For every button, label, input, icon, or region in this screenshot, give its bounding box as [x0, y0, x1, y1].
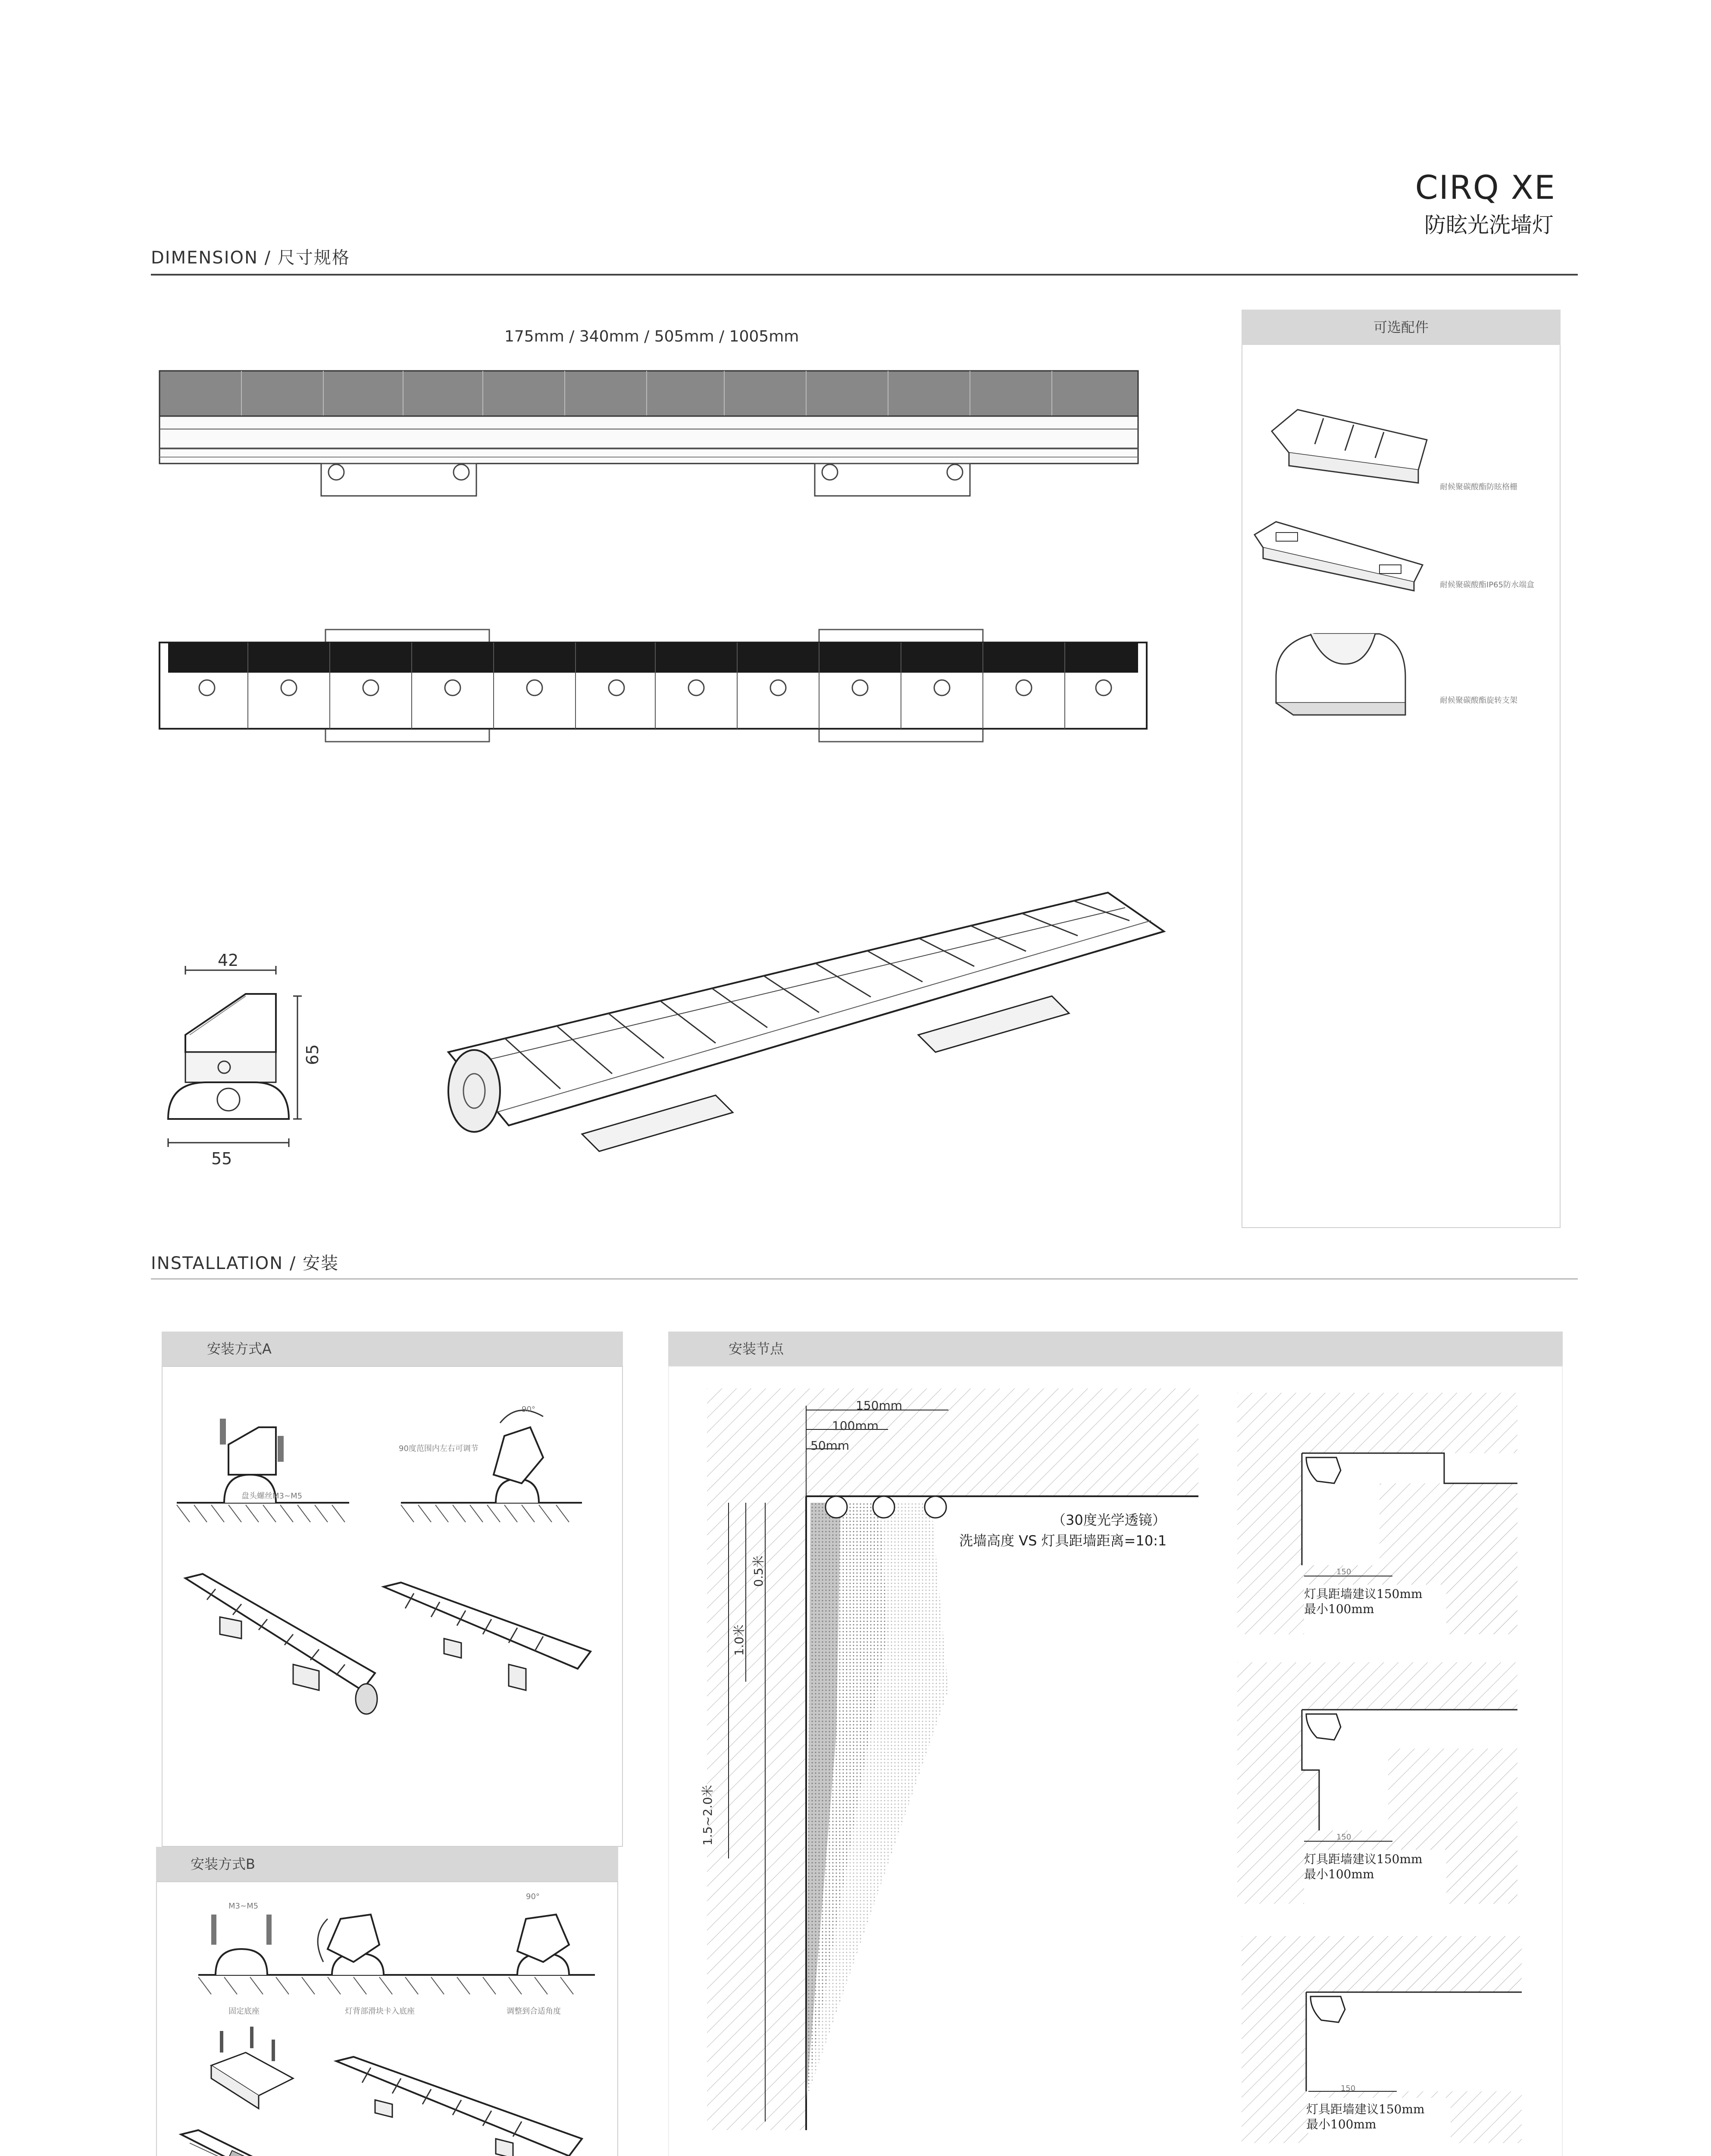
method-b-header — [156, 1847, 618, 1881]
width-dimension: 42 — [218, 951, 239, 970]
detail-3-line-1: 灯具距墙建议150mm — [1306, 2102, 1425, 2116]
detail-1-dim: 150 — [1336, 1567, 1351, 1576]
product-title: CIRQ XE — [1415, 168, 1556, 207]
detail-1-line-2: 最小100mm — [1304, 1602, 1374, 1616]
method-b-step-3: 调整到合适角度 — [507, 2007, 561, 2016]
end-cap-accessory-icon — [1250, 517, 1431, 591]
distance-100: 100mm — [832, 1419, 879, 1433]
installation-heading — [151, 1250, 339, 1274]
ratio-label: 洗墙高度 VS 灯具距墙距离=10:1 — [959, 1532, 1167, 1549]
detail-3-dim: 150 — [1341, 2084, 1356, 2093]
height-05: 0.5米 — [751, 1555, 766, 1587]
detail-diagram-2 — [1237, 1662, 1517, 1904]
height-dimension: 65 — [303, 1044, 322, 1065]
detail-2-dim: 150 — [1336, 1833, 1351, 1842]
method-a-header — [162, 1332, 623, 1366]
accessory-label-3: 耐候聚碳酸酯旋转支架 — [1440, 696, 1517, 705]
dimension-title-cn: / 尺寸规格 — [264, 248, 350, 268]
method-b-steps-diagram — [198, 1910, 595, 2009]
bracket-accessory-icon — [1267, 617, 1414, 716]
top-view-drawing — [160, 630, 1151, 742]
detail-3-line-2: 最小100mm — [1306, 2117, 1376, 2131]
detail-2-line-1: 灯具距墙建议150mm — [1304, 1852, 1423, 1866]
product-subtitle: 防眩光洗墙灯 — [1424, 213, 1554, 238]
base-dimension: 55 — [211, 1149, 232, 1168]
method-a-rotate-label: 90度范围内左右可调节 — [399, 1444, 479, 1453]
method-b-step-2: 灯背部滑块卡入底座 — [345, 2007, 415, 2016]
method-a-screw-label: 盘头螺丝M3~M5 — [241, 1492, 303, 1501]
wall-wash-diagram — [707, 1388, 1198, 2130]
cross-section-drawing — [160, 953, 315, 1151]
method-a-rotate-diagram — [401, 1397, 582, 1535]
detail-2-line-2: 最小100mm — [1304, 1867, 1374, 1881]
method-b-screw-label: M3~M5 — [228, 1902, 259, 1911]
accessory-label-2: 耐候聚碳酸酯IP65防水端盒 — [1440, 580, 1535, 589]
method-b-rail-diagram — [172, 2126, 457, 2156]
method-a-title: 安装方式A — [207, 1341, 272, 1357]
method-b-angle-label: 90° — [526, 1892, 540, 1901]
method-b-title: 安装方式B — [191, 1856, 255, 1872]
perspective-drawing — [440, 884, 1181, 1160]
lens-label: （30度光学透镜） — [1052, 1512, 1166, 1528]
method-b-step-1: 固定底座 — [228, 2007, 260, 2016]
installation-title-cn: / 安装 — [289, 1253, 339, 1273]
method-b-base-diagram — [203, 2027, 302, 2113]
method-a-perspective-1 — [181, 1570, 379, 1716]
method-a-perspective-2 — [379, 1578, 595, 1708]
accessories-title: 可选配件 — [1373, 319, 1429, 335]
grille-accessory-icon — [1263, 405, 1436, 487]
nodes-header — [668, 1332, 1563, 1366]
nodes-title: 安装节点 — [729, 1341, 784, 1357]
lengths-label: 175mm / 340mm / 505mm / 1005mm — [504, 328, 799, 345]
dimension-title: DIMENSION — [151, 248, 258, 268]
detail-1-line-1: 灯具距墙建议150mm — [1304, 1587, 1423, 1601]
accessories-header — [1242, 310, 1561, 345]
accessory-label-1: 耐候聚碳酸酯防眩格栅 — [1440, 483, 1517, 492]
installation-title: INSTALLATION — [151, 1253, 284, 1273]
dimension-heading — [151, 244, 350, 269]
distance-150: 150mm — [856, 1398, 902, 1413]
distance-50: 50mm — [810, 1438, 850, 1453]
height-15: 1.5~2.0米 — [701, 1785, 715, 1846]
method-a-screw-diagram — [177, 1414, 349, 1535]
dimension-rule — [151, 274, 1578, 276]
method-a-angle-label: 90° — [522, 1405, 535, 1414]
side-view-drawing — [160, 371, 1151, 500]
height-10: 1.0米 — [732, 1624, 746, 1656]
